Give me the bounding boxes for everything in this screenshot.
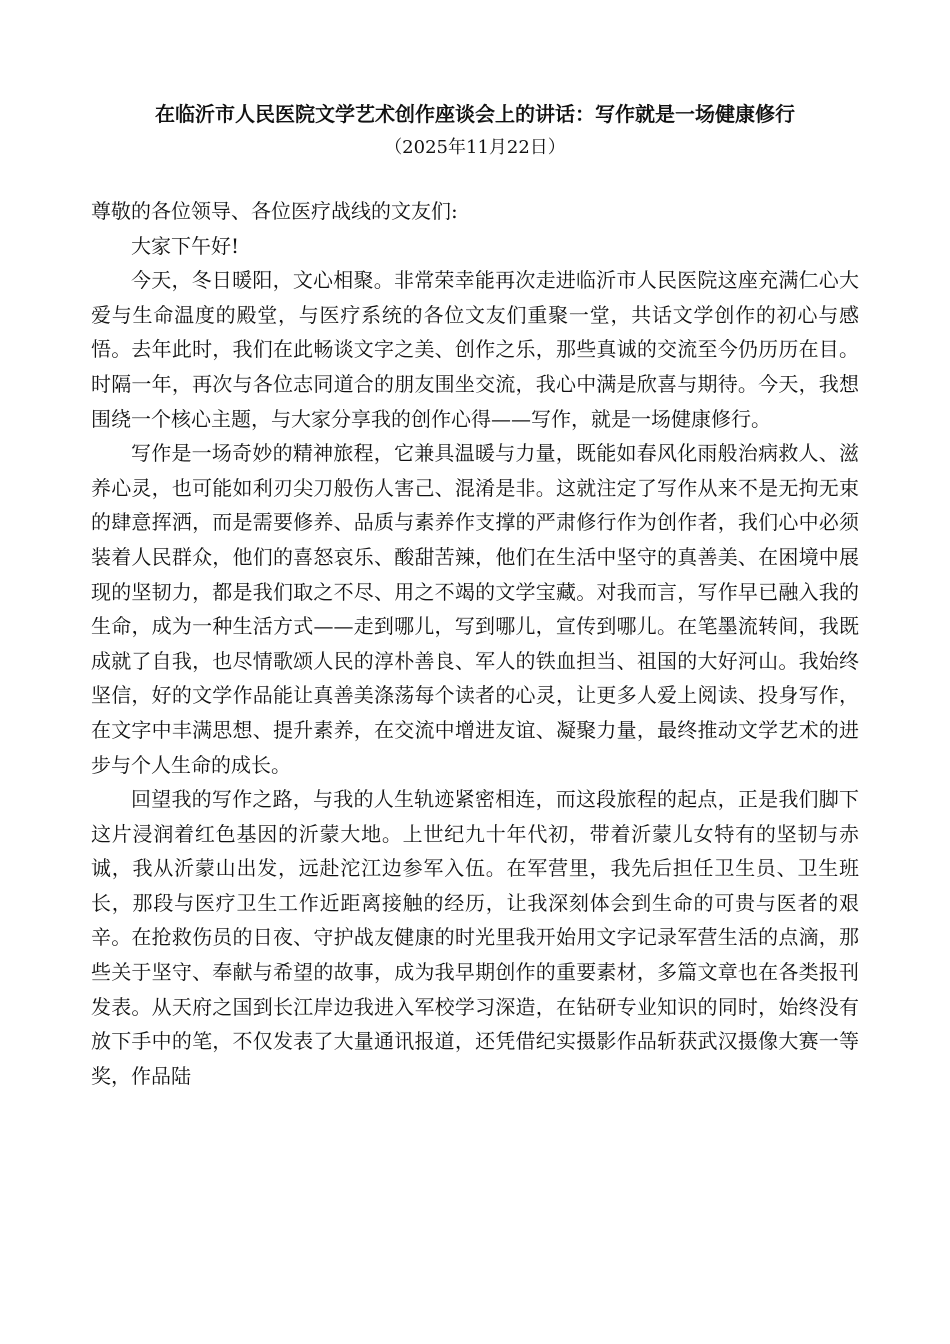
paragraph-personal-history: 回望我的写作之路，与我的人生轨迹紧密相连，而这段旅程的起点，正是我们脚下这片浸润着红色基因的沂蒙大地。上世纪九十年代初，带着沂蒙儿女特有的坚韧与赤诚，我从沂蒙山出发，远赴沱江边参军入伍。在军营里，我先后担任卫生员、卫生班长，那段与医疗卫生工作近距离接触的经历，让我深刻体会到生命的可贵与医者的艰辛。在抢救伤员的日夜、守护战友健康的时光里我开始用文字记录军营生活的点滴，那些关于坚守、奉献与希望的故事，成为我早期创作的重要素材，多篇文章也在各类报刊发表。从天府之国到长江岸边我进入军校学习深造，在钻研专业知识的同时，始终没有放下手中的笔，不仅发表了大量通讯报道，还凭借纪实摄影作品斩获武汉摄像大赛一等奖，作品陆 — [91, 787, 859, 1088]
paragraph-greeting: 大家下午好! — [131, 233, 240, 258]
document-body — [91, 194, 859, 1093]
document-date: （2025年11月22日） — [384, 137, 566, 158]
paragraph-writing-journey: 写作是一场奇妙的精神旅程，它兼具温暖与力量，既能如春风化雨般治病救人、滋养心灵，也可能如利刃尖刀般伤人害己、混淆是非。这就注定了写作从来不是无拘无束的肆意挥洒，而是需要修养、品质与素养作支撑的严肃修行作为创作者，我们心中必须装着人民群众，他们的喜怒哀乐、酸甜苦辣，他们在生活中坚守的真善美、在困境中展现的坚韧力，都是我们取之不尽、用之不竭的文学宝藏。对我而言，写作早已融入我的生命，成为一种生活方式——走到哪儿，写到哪儿，宣传到哪儿。在笔墨流转间，我既成就了自我，也尽情歌颂人民的淳朴善良、军人的铁血担当、祖国的大好河山。我始终坚信，好的文学作品能让真善美涤荡每个读者的心灵，让更多人爱上阅读、投身写作，在文字中丰满思想、提升素养，在交流中增进友谊、凝聚力量，最终推动文学艺术的进步与个人生命的成长。 — [91, 441, 859, 777]
paragraph-opening: 今天，冬日暖阳，文心相聚。非常荣幸能再次走进临沂市人民医院这座充满仁心大爱与生命温度的殿堂，与医疗系统的各位文友们重聚一堂，共话文学创作的初心与感悟。去年此时，我们在此畅谈文字之美、创作之乐，那些真诚的交流至今仍历历在目。时隔一年，再次与各位志同道合的朋友围坐交流，我心中满是欣喜与期待。今天，我想围绕一个核心主题，与大家分享我的创作心得——写作，就是一场健康修行。 — [91, 268, 859, 431]
salutation: 尊敬的各位领导、各位医疗战线的文友们: — [91, 199, 458, 223]
document-page — [91, 94, 859, 1093]
document-title: 在临沂市人民医院文学艺术创作座谈会上的讲话：写作就是一场健康修行 — [155, 102, 795, 126]
